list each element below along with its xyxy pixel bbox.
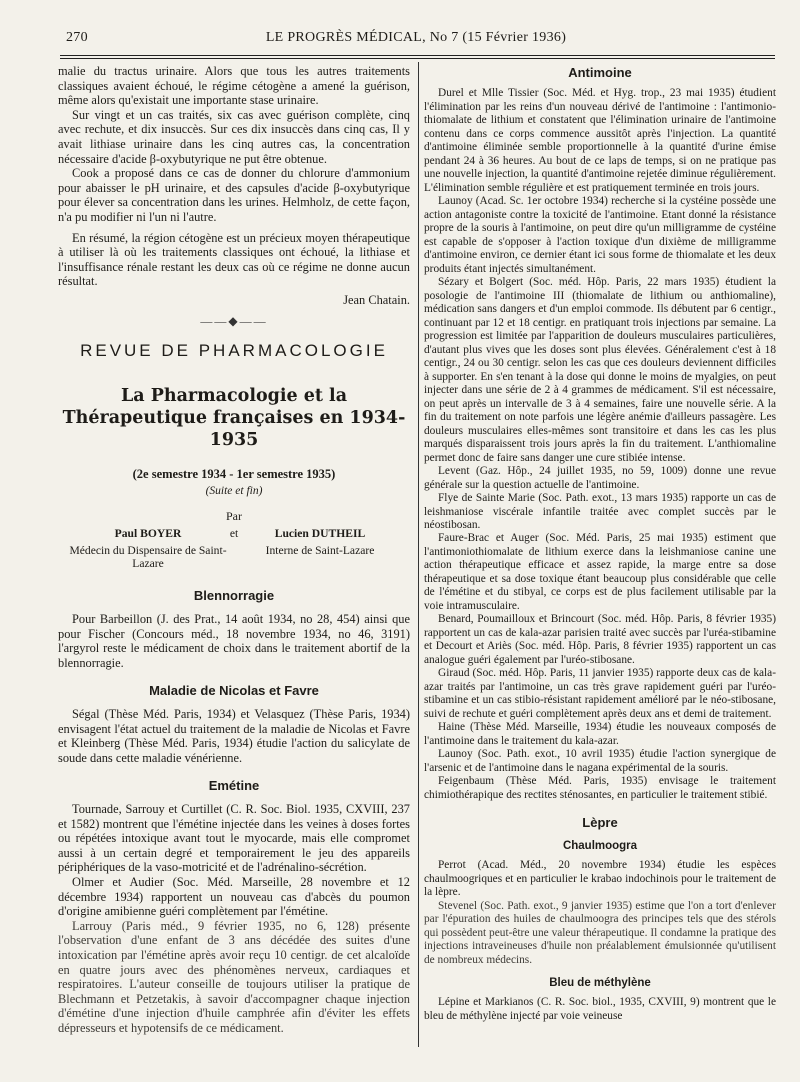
- section-heading-lepre: Lèpre: [582, 815, 618, 831]
- section-heading-nicolas-favre: Maladie de Nicolas et Favre: [149, 683, 319, 699]
- paragraph: Ségal (Thèse Méd. Paris, 1934) et Velasquez (Thèse Paris, 1934) envisagent l'état actuel du traitement de la maladie de Nicolas et Favre et Kleinberg (Thèse Méd. Paris, 1934) étudie l'action du salicylate de soude dans cette maladie vénérienne.: [58, 707, 410, 765]
- author-2: [240, 527, 400, 557]
- author-2-affiliation: Interne de Saint-Lazare: [265, 544, 375, 558]
- paragraph: Levent (Gaz. Hôp., 24 juillet 1935, no 59, 1009) donne une revue générale sur la question actuelle de l'antimoine.: [424, 465, 776, 491]
- paragraph: malie du tractus urinaire. Alors que tous les autres traitements classiques avaient échoué, le régime cétogène a amené la guérison, même alors qu'existait une importante stase urinaire.: [58, 64, 410, 108]
- semester-line: (2e semestre 1934 - 1er semestre 1935): [132, 466, 336, 481]
- paragraph: Larrouy (Paris méd., 9 février 1935, no 6, 128) présente l'observation d'une enfant de 3 ans décédée des suites d'une intoxication par l'émétine après avoir reçu 10 centigr. de cet alcaloïde en quatre jours avec des phénomènes nerveux, cardiaques et respiratoires. L'auteur conseille de toujours utiliser la pratique de Blechmann et Petzetakis, à savoir d'accompagner chaque injection d'émétine d'une injection d'huile camphrée afin d'éviter les effets dépresseurs et hypotensifs de ce médicament.: [58, 918, 410, 1035]
- subsection-heading-chaulmoogra: Chaulmoogra: [562, 839, 638, 852]
- author-signature: Jean Chatain.: [343, 292, 410, 307]
- author-2-name: Lucien DUTHEIL: [274, 527, 366, 541]
- section-heading-antimoine: Antimoine: [568, 65, 632, 80]
- page-header: [66, 30, 766, 52]
- paragraph: Cook a proposé dans ce cas de donner du chlorure d'ammonium pour abaisser le pH urinaire, et des capsules d'acide β-oxybutyrique pour élever sa concentration dans les urines. Helmholz, de cette façon, n'a pu modifier ni l'un ni l'autre.: [58, 166, 410, 224]
- paragraph: Olmer et Audier (Soc. Méd. Marseille, 28 novembre et 12 décembre 1934) rapportent un nouveau cas d'abcès du poumon d'origine amibienne guéri complètement par l'émétine.: [58, 874, 410, 919]
- right-column: [424, 64, 776, 1023]
- paragraph: Lépine et Markianos (C. R. Soc. biol., 1935, CXVIII, 9) montrent que le bleu de méthylène injecté par voie veineuse: [424, 996, 776, 1022]
- paragraph: Stevenel (Soc. Path. exot., 9 janvier 1935) estime que l'on a tort d'enlever par l'épuration des huiles de chaulmoogra des principes tels que des stérols qui possèdent peut-être une valeur thérapeutique. Il condamne la pratique des injections intraveineuses d'huile non préalablement émulsionnée qu'utilisent de nombreux médecins.: [424, 899, 776, 966]
- left-column: [58, 64, 410, 1036]
- subsection-heading-bleu-methylene: Bleu de méthylène: [549, 977, 651, 989]
- paragraph: Pour Barbeillon (J. des Prat., 14 août 1934, no 28, 454) ainsi que pour Fischer (Concours méd., 18 novembre 1934, no 46, 3191) l'argyrol reste le médicament de choix dans le traitement abortif de la blennorragie.: [58, 612, 410, 670]
- author-1-name: Paul BOYER: [114, 527, 182, 541]
- paragraph: Sézary et Bolgert (Soc. méd. Hôp. Paris, 22 mars 1935) étudient la posologie de l'antimoine III (thiomalate de lithium ou anthiomaline), médication sans dangers et d'un emploi commode. Ils débutent par 6 centigr., continuant par 12 et 18 centigr. en pratiquant trois injections par semaine. La progression est limitée par l'apparition de douleurs musculaires particulières, d'autant plus vives que les doses sont plus élevées. Généralement c'est à 18 centigr., 24 ou 30 centigr. selon les cas que ces douleurs deviennent difficiles à supporter. En s'en tenant à la dose qui donne le moins de myalgies, on peut injecter dans une série de 2 à 4 grammes de médicament. S'il est nécessaire, on peut après un intervalle de 3 à 4 semaines, faire une nouvelle série. A la fin du traitement on note parfois une légère anémie d'ailleurs passagère. Les douleurs musculaires elles-mêmes sont transitoire et dans les cas les plus marqués disparaissent trois jours après la fin du traitement. L'anthiomaline permet donc de faire sans danger une cure stibiée intense.: [424, 276, 776, 464]
- author-1-affiliation: Médecin du Dispensaire de Saint-Lazare: [69, 544, 227, 571]
- authors-conjunction: et: [229, 527, 239, 541]
- header-rule: [60, 55, 775, 56]
- running-title: LE PROGRÈS MÉDICAL, No 7 (15 Février 1936): [265, 30, 567, 45]
- paragraph: Tournade, Sarrouy et Curtillet (C. R. Soc. Biol. 1935, CXVIII, 237 et 1582) montrent que l'émétine injectée dans les veines à doses fortes ou répétées intoxique avant tout le myocarde, mais elle compromet aussi à un certain degré et temporairement le jeu des appareils périphériques de la vaso-motricité et de l'adrénalino-sécrétion.: [58, 802, 410, 875]
- paragraph: Perrot (Acad. Méd., 20 novembre 1934) étudie les espèces chaulmoogriques et en particulier le krabao indochinois pour le traitement de la lèpre.: [424, 859, 776, 899]
- paragraph: Benard, Poumailloux et Brincourt (Soc. méd. Hôp. Paris, 8 février 1935) rapportent un cas de kala-azar parisien traité avec succès par l'uréa-stibamine et Decourt et Ariès (Soc. méd. Hôp. Paris, 8 février 1935) rapportent un cas analogue guéri également par l'uréo-stibosane.: [424, 613, 776, 666]
- paragraph: Feigenbaum (Thèse Méd. Paris, 1935) envisage le traitement chimiothérapique des rectites sténosantes, en particulier le traitement stibié.: [424, 775, 776, 801]
- page-number: 270: [66, 30, 88, 45]
- ornament-divider: ——◆——: [200, 313, 268, 328]
- revue-heading: REVUE DE PHARMACOLOGIE: [80, 341, 388, 361]
- paragraph: Launoy (Acad. Sc. 1er octobre 1934) recherche si la cystéine possède une action antagoniste contre la toxicité de l'antimoine. Etant donné la résistance propre de la souris à l'antimoine, on peut dire qu'un milligramme de cystéine est capable de s'opposer à l'action toxique d'un dixième de milligramme d'antimoine environ, ce dernier étant ici sous forme de thiomalate et les deux produits étant injectés simultanément.: [424, 195, 776, 275]
- paragraph: Giraud (Soc. méd. Hôp. Paris, 11 janvier 1935) rapporte deux cas de kala-azar traités par l'antimoine, un cas très grave rapidement guéri par l'uréo-stibamine et un cas stibio-résistant rapidement amélioré par le néo-stibosane, suivi de rechute et guéri complètement après deux ans et demi de traitement.: [424, 667, 776, 720]
- paragraph: Launoy (Soc. Path. exot., 10 avril 1935) étudie l'action synergique de l'arsenic et de l'antimoine dans le nagana expérimental de la souris.: [424, 748, 776, 774]
- paragraph: Sur vingt et un cas traités, six cas avec guérison complète, cinq avec rechute, et dix insuccès. Sur ces dix insuccès dans cinq cas, Il y avait lithiase urinaire dans les cinq autres cas, la concentration nécessaire d'acide β-oxybutyrique ne put être obtenue.: [58, 107, 410, 166]
- header-rule-double: [60, 58, 775, 59]
- section-heading-emetine: Emétine: [208, 778, 260, 794]
- section-heading-blennorragie: Blennorragie: [193, 588, 275, 604]
- suite-note: (Suite et fin): [205, 485, 263, 498]
- column-divider: [418, 62, 419, 1047]
- paragraph: Durel et Mlle Tissier (Soc. Méd. et Hyg. trop., 23 mai 1935) étudient l'élimination par les reins d'un nouveau dérivé de l'antimoine : l'antimonio-thiomalate de lithium et constatent que l'élimination urinaire de l'antimoine contenu dans ce corps commence aussitôt après l'injection. La quantité d'antimoine éliminée semble proportionnelle à la quantité d'urine émise pendant 24 à 36 heures. Au bout de ce laps de temps, si on ne pratique pas une nouvelle injection, la quantité d'antimoine rejetée diminue régulièrement. L'élimination semble régulière et est pratiquement terminée en trois jours.: [424, 87, 776, 194]
- par-label: Par: [226, 508, 242, 523]
- paragraph: Haine (Thèse Méd. Marseille, 1934) étudie les nouveaux composés de l'antimoine dans le traitement du kala-azar.: [424, 721, 776, 747]
- paragraph: En résumé, la région cétogène est un précieux moyen thérapeutique à utiliser là où les traitements classiques ont échoué, la lithiase et l'insuffisance rénale restant les deux cas où ce régime ne donne aucun résultat.: [58, 230, 410, 289]
- article-title: La Pharmacologie et la Thérapeutique françaises en 1934-1935: [62, 385, 406, 450]
- paragraph: Flye de Sainte Marie (Soc. Path. exot., 13 mars 1935) rapporte un cas de leishmaniose viscérale infantile traitée avec complet succès par le néostibosan.: [424, 492, 776, 531]
- authors-block: [58, 527, 410, 575]
- paragraph: Faure-Brac et Auger (Soc. Méd. Paris, 25 mai 1935) estiment que l'antimoniothiomalate de lithium exerce dans la leishmaniose canine une action thérapeutique efficace et assez rapide, la marge entre sa dose thérapeutique et sa dose toxique étant beaucoup plus considérable que celle de l'émétine et du stibyal, ce corps est de plus facilement utilisable par la voie intramusculaire.: [424, 532, 776, 612]
